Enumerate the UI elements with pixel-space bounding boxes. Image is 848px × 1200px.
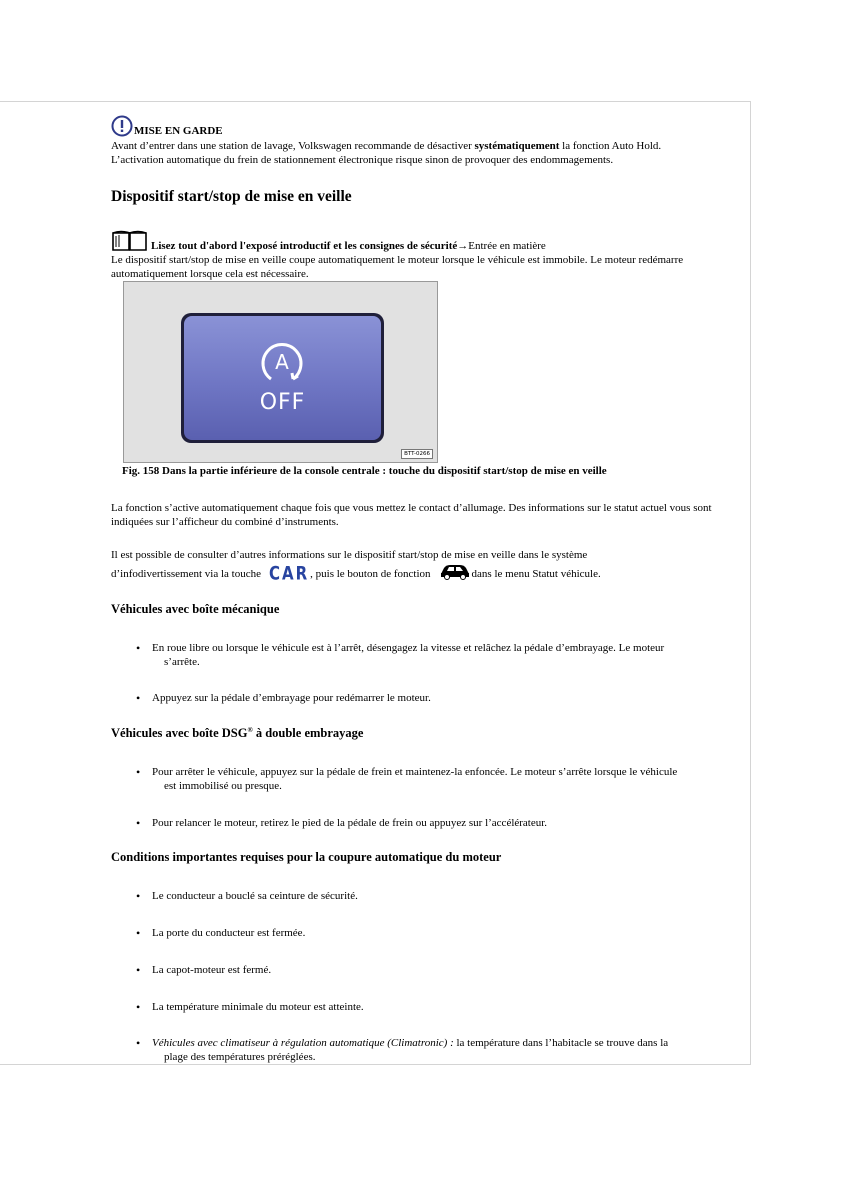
warning-text: Avant d’entrer dans une station de lavage, Volkswagen recommande de désactiver systématiquement la fonction Auto Hold. L’activation automatique du frein de stationnement électronique risque sinon de provoquer des endommagements.: [111, 140, 662, 166]
figure-code: BTT-0266: [401, 449, 433, 459]
list-item: • Pour arrêter le véhicule, appuyez sur la pédale de frein et maintenez-la enfoncée. Le moteur s’arrête lorsque le véhicule est immobilisé ou presque.: [136, 765, 678, 792]
figure-image: [123, 281, 438, 463]
intro-text: Le dispositif start/stop de mise en veille coupe automatiquement le moteur lorsque le véhicule est immobile. Le moteur redémarre automatiquement lorsque cela est nécessaire.: [111, 254, 684, 280]
section-title: Dispositif start/stop de mise en veille: [111, 188, 352, 205]
bullet-icon: •: [136, 1036, 141, 1050]
list-item: • La capot-moteur est fermé.: [136, 963, 272, 977]
bullet-icon: •: [136, 889, 141, 903]
bullet-icon: •: [136, 926, 141, 940]
manual-gearbox-title: Véhicules avec boîte mécanique: [111, 602, 280, 616]
bullet-icon: •: [136, 1000, 141, 1014]
off-label: OFF: [259, 390, 306, 415]
svg-text:A: A: [275, 350, 289, 374]
book-icon: [111, 230, 149, 252]
list-item: • Véhicules avec climatiseur à régulation automatique (Climatronic) : la température dans l’habitacle se trouve dans la plage des températures préréglées.: [136, 1036, 669, 1063]
list-item: • Le conducteur a bouclé sa ceinture de sécurité.: [136, 889, 358, 903]
dsg-gearbox-title: Véhicules avec boîte DSG® à double embrayage: [111, 726, 364, 741]
warning-icon: [111, 115, 133, 137]
intro-link[interactable]: →Entrée en matière: [457, 240, 546, 252]
list-item: • La porte du conducteur est fermée.: [136, 926, 306, 940]
list-item: • Pour relancer le moteur, retirez le pied de la pédale de frein ou appuyez sur l’accélérateur.: [136, 816, 548, 830]
paragraph-infotainment-line2: d’infodivertissement via la touche CAR , puis le bouton de fonction dans le menu Statut véhicule.: [111, 561, 601, 585]
warning-header: [111, 115, 223, 137]
read-first-note: [111, 230, 546, 252]
bullet-icon: •: [136, 816, 141, 830]
list-item: • Appuyez sur la pédale d’embrayage pour redémarrer le moteur.: [136, 691, 431, 705]
list-item: • La température minimale du moteur est atteinte.: [136, 1000, 364, 1014]
figure-caption: Fig. 158 Dans la partie inférieure de la console centrale : touche du dispositif start/stop de mise en veille: [122, 465, 607, 477]
car-button-icon: CAR: [268, 561, 310, 585]
conditions-title: Conditions importantes requises pour la coupure automatique du moteur: [111, 850, 502, 864]
vehicle-status-icon: [439, 562, 471, 580]
read-first-bold: Lisez tout d'abord l'exposé introductif et les consignes de sécurité: [151, 240, 458, 252]
paragraph-activation: La fonction s’active automatiquement chaque fois que vous mettez le contact d’allumage. Des informations sur le statut actuel vous sont indiquées sur l’afficheur du combiné d’instruments.: [111, 502, 712, 528]
start-stop-button-illustration: [181, 313, 384, 443]
paragraph-infotainment: Il est possible de consulter d’autres informations sur le dispositif start/stop de mise en veille dans le système: [111, 549, 588, 561]
auto-start-stop-icon: [252, 334, 312, 394]
warning-title: MISE EN GARDE: [134, 125, 223, 137]
bullet-icon: •: [136, 641, 141, 655]
bullet-icon: •: [136, 691, 141, 705]
bullet-icon: •: [136, 963, 141, 977]
list-item: • En roue libre ou lorsque le véhicule est à l’arrêt, désengagez la vitesse et relâchez la pédale d’embrayage. Le moteur s’arrête.: [136, 641, 665, 668]
bullet-icon: •: [136, 765, 141, 779]
